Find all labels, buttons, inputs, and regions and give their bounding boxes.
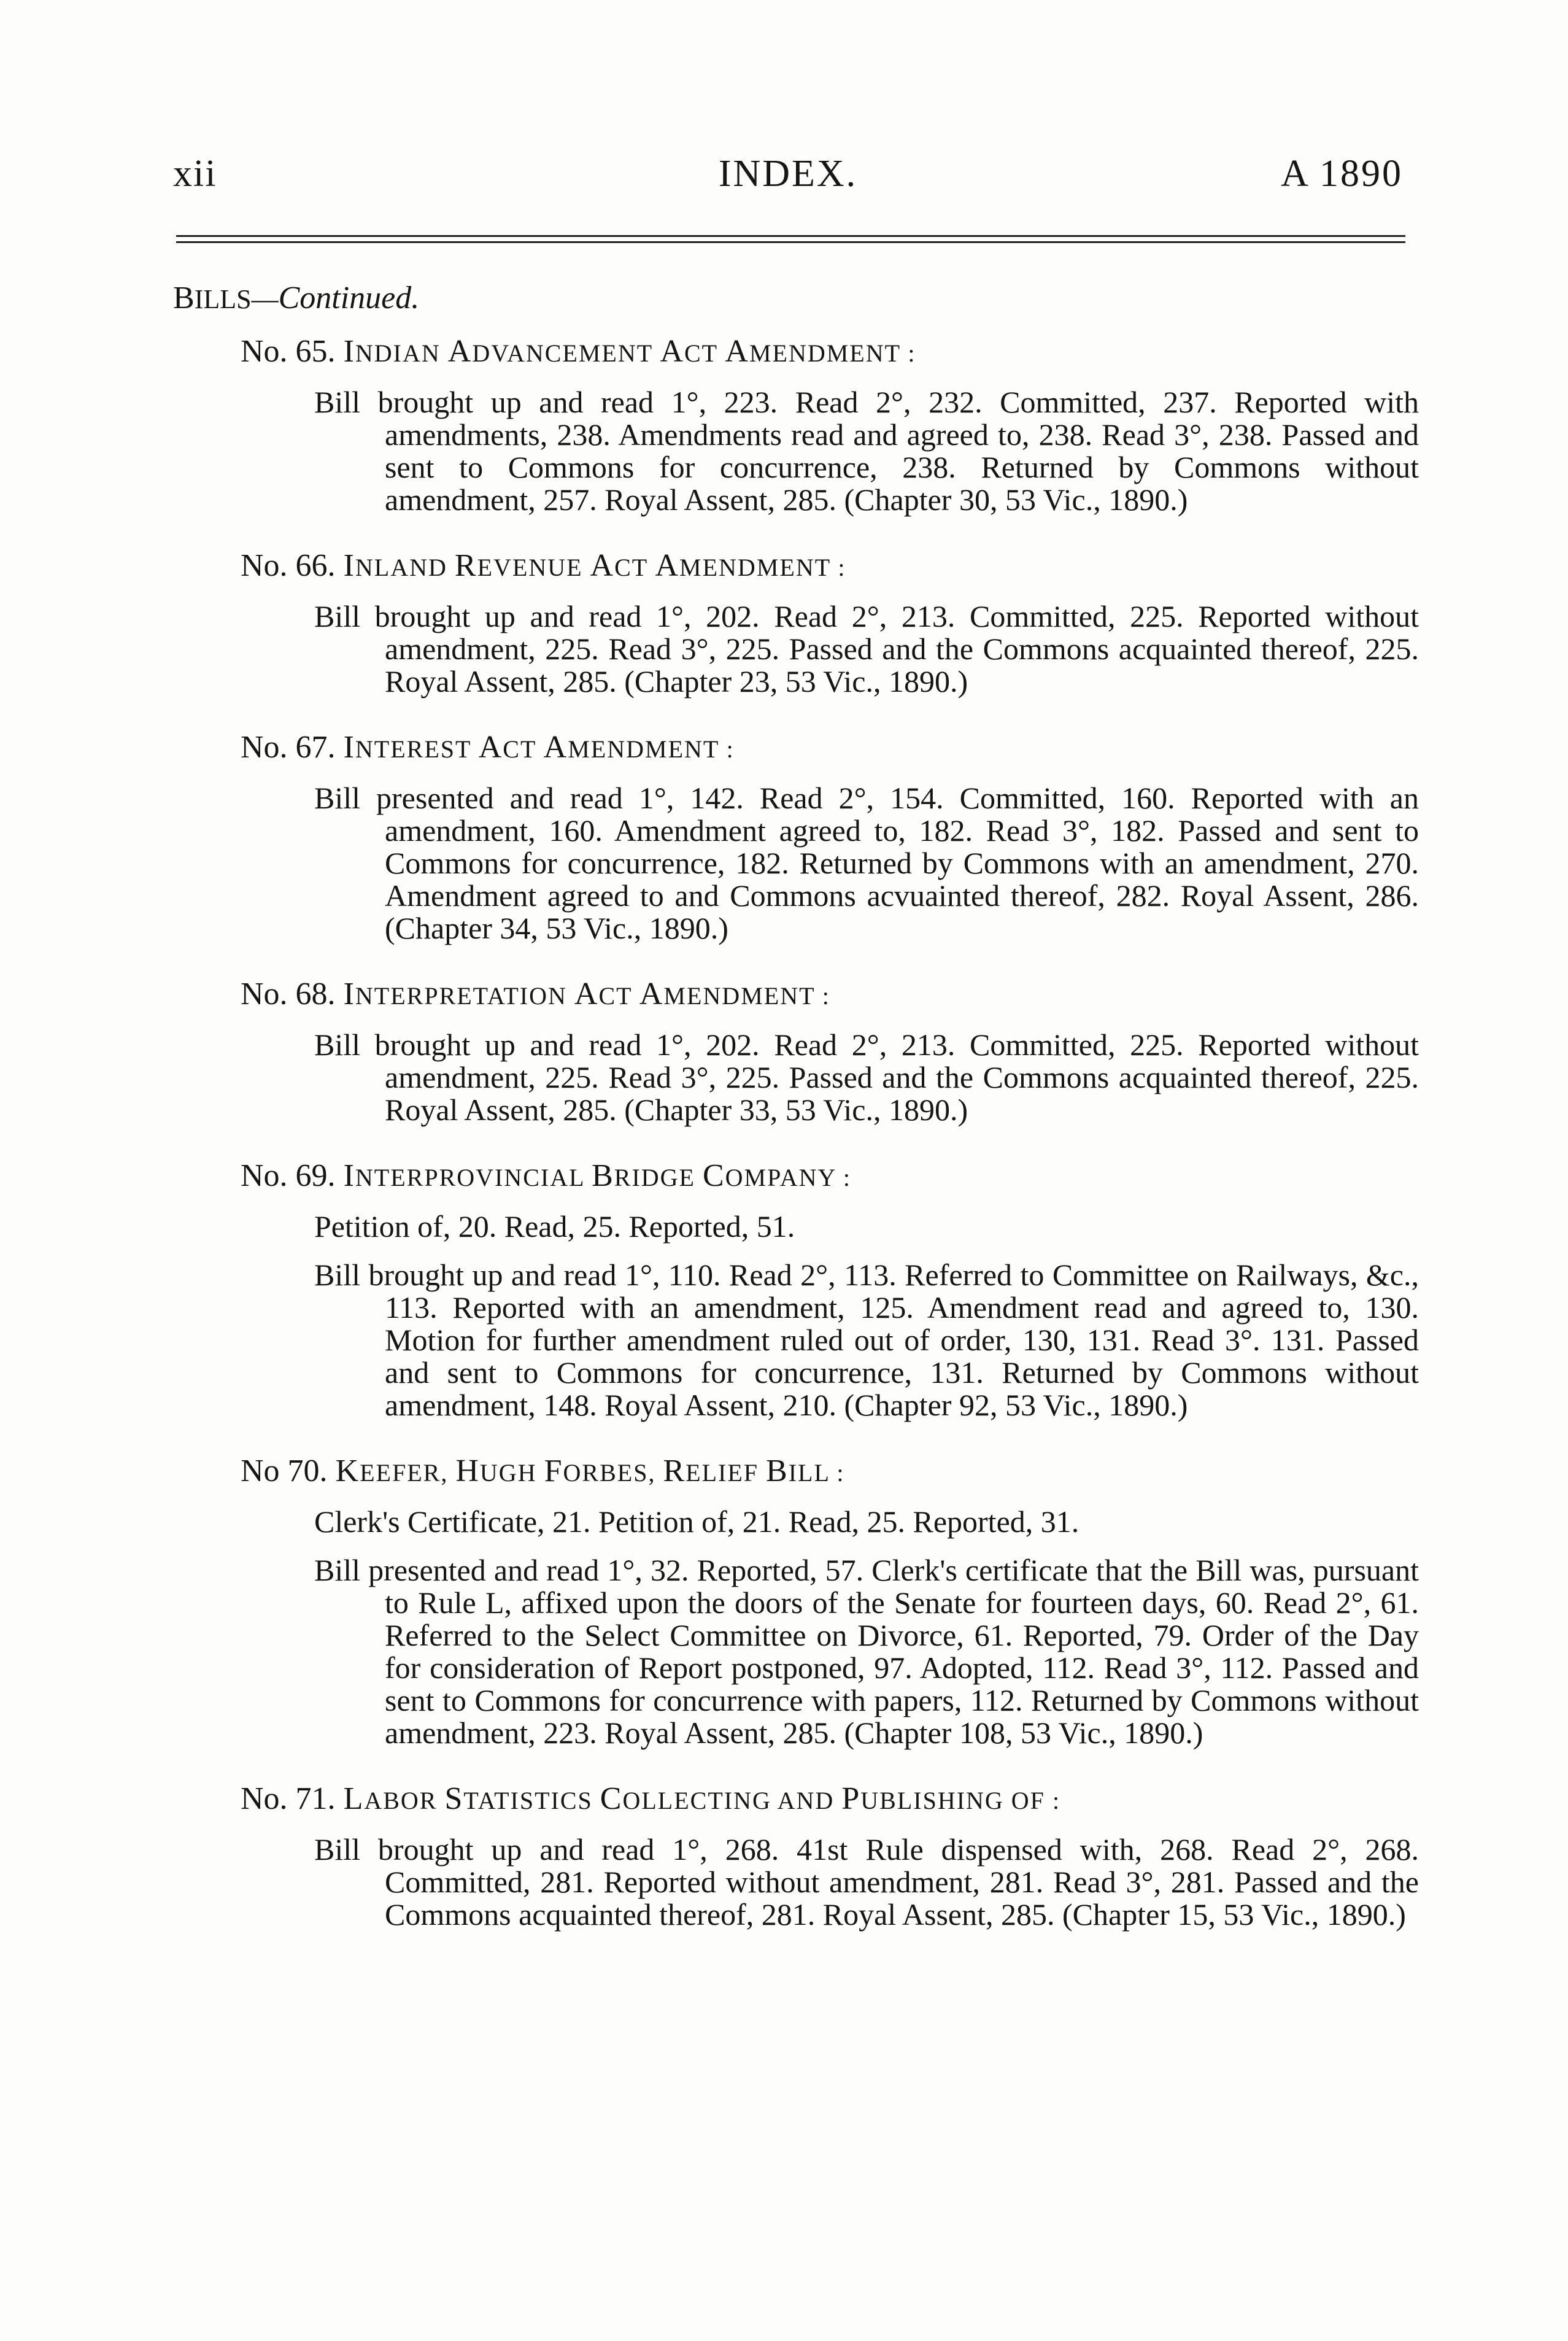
entry-paragraph: Bill brought up and read 1°, 223. Read 2°, 232. Committed, 237. Reported with amendments, 238. Amendments read and agreed to, 238. Read 3°, 238. Passed and sent to Commons for concurrence, 238. Returned by Commons without amendment, 257. Royal Assent, 285. (Chapter 30, 53 Vic., 1890.) xyxy=(314,385,1419,517)
section-label: BILLS— xyxy=(173,281,279,315)
entry-number: No. 69. xyxy=(241,1158,336,1193)
page-title: INDEX. xyxy=(718,153,858,195)
section-continued-label xyxy=(173,280,419,316)
entry-title: INDIAN ADVANCEMENT ACT AMENDMENT : xyxy=(343,334,916,369)
entry-paragraph: Bill presented and read 1°, 142. Read 2°, 154. Committed, 160. Reported with an amendment, 160. Amendment agreed to, 182. Read 3°, 182. Passed and sent to Commons for concurrence, 182. Returned by Commons with an amendment, 270. Amendment agreed to and Commons acvuainted thereof, 282. Royal Assent, 286. (Chapter 34, 53 Vic., 1890.) xyxy=(314,781,1419,945)
entry-paragraph: Bill brought up and read 1°, 110. Read 2°, 113. Referred to Committee on Railways, &c., 113. Reported with an amendment, 125. Amendment read and agreed to, 130. Motion for further amendment ruled out of order, 130, 131. Read 3°. 131. Passed and sent to Commons for concurrence, 131. Returned by Commons without amendment, 148. Royal Assent, 210. (Chapter 92, 53 Vic., 1890.) xyxy=(314,1258,1419,1422)
entry-heading-line xyxy=(241,331,1419,374)
entry-heading-line xyxy=(241,1451,1419,1493)
index-entries xyxy=(241,331,1419,1960)
entry-number: No 70. xyxy=(241,1453,328,1488)
entry-paragraph: Petition of, 20. Read, 25. Reported, 51. xyxy=(314,1209,795,1244)
entry-heading-line xyxy=(241,974,1419,1016)
entry-number: No. 66. xyxy=(241,548,336,583)
index-entry xyxy=(241,1451,1419,1749)
index-entry xyxy=(241,727,1419,945)
entry-number: No. 71. xyxy=(241,1781,336,1816)
entry-heading-line xyxy=(241,1779,1419,1821)
entry-title: LABOR STATISTICS COLLECTING AND PUBLISHING OF : xyxy=(343,1781,1061,1816)
entry-heading-line xyxy=(241,727,1419,770)
entry-paragraph: Bill brought up and read 1°, 202. Read 2°, 213. Committed, 225. Reported without amendment, 225. Read 3°, 225. Passed and the Commons acquainted thereof, 225. Royal Assent, 285. (Chapter 33, 53 Vic., 1890.) xyxy=(314,1027,1419,1127)
page-year: A 1890 xyxy=(1281,153,1403,195)
entry-paragraph: Bill brought up and read 1°, 202. Read 2°, 213. Committed, 225. Reported without amendment, 225. Read 3°, 225. Passed and the Commons acquainted thereof, 225. Royal Assent, 285. (Chapter 23, 53 Vic., 1890.) xyxy=(314,599,1419,698)
page-numeral: xii xyxy=(173,153,217,195)
entry-number: No. 68. xyxy=(241,977,336,1012)
index-entry xyxy=(241,331,1419,516)
index-entry xyxy=(241,546,1419,698)
entry-title: INTEREST ACT AMENDMENT : xyxy=(343,730,735,765)
page-header xyxy=(173,152,1403,211)
entry-title: INLAND REVENUE ACT AMENDMENT : xyxy=(343,548,846,583)
header-rule-bottom xyxy=(176,241,1405,243)
entry-paragraph: Bill brought up and read 1°, 268. 41st Rule dispensed with, 268. Read 2°, 268. Committed, 281. Reported without amendment, 281. Read 3°, 281. Passed and the Commons acquainted thereof, 281. Royal Assent, 285. (Chapter 15, 53 Vic., 1890.) xyxy=(314,1832,1419,1932)
entry-title: KEEFER, HUGH FORBES, RELIEF BILL : xyxy=(335,1453,845,1488)
entry-heading-line xyxy=(241,1156,1419,1198)
entry-number: No. 65. xyxy=(241,334,336,369)
index-entry xyxy=(241,1156,1419,1422)
entry-number: No. 67. xyxy=(241,730,336,765)
entry-heading-line xyxy=(241,546,1419,588)
index-entry xyxy=(241,1779,1419,1931)
entry-paragraph: Bill presented and read 1°, 32. Reported, 57. Clerk's certificate that the Bill was, pursuant to Rule L, affixed upon the doors of the Senate for fourteen days, 60. Read 2°, 61. Referred to the Select Committee on Divorce, 61. Reported, 79. Order of the Day for consideration of Report postponed, 97. Adopted, 112. Read 3°, 112. Passed and sent to Commons for concurrence with papers, 112. Returned by Commons without amendment, 223. Royal Assent, 285. (Chapter 108, 53 Vic., 1890.) xyxy=(314,1553,1419,1750)
entry-paragraph: Clerk's Certificate, 21. Petition of, 21. Read, 25. Reported, 31. xyxy=(314,1504,1079,1539)
index-entry xyxy=(241,974,1419,1126)
header-rule-top xyxy=(176,235,1405,237)
entry-title: INTERPRETATION ACT AMENDMENT : xyxy=(343,977,830,1012)
section-continued: Continued. xyxy=(278,281,420,315)
entry-title: INTERPROVINCIAL BRIDGE COMPANY : xyxy=(343,1158,851,1193)
